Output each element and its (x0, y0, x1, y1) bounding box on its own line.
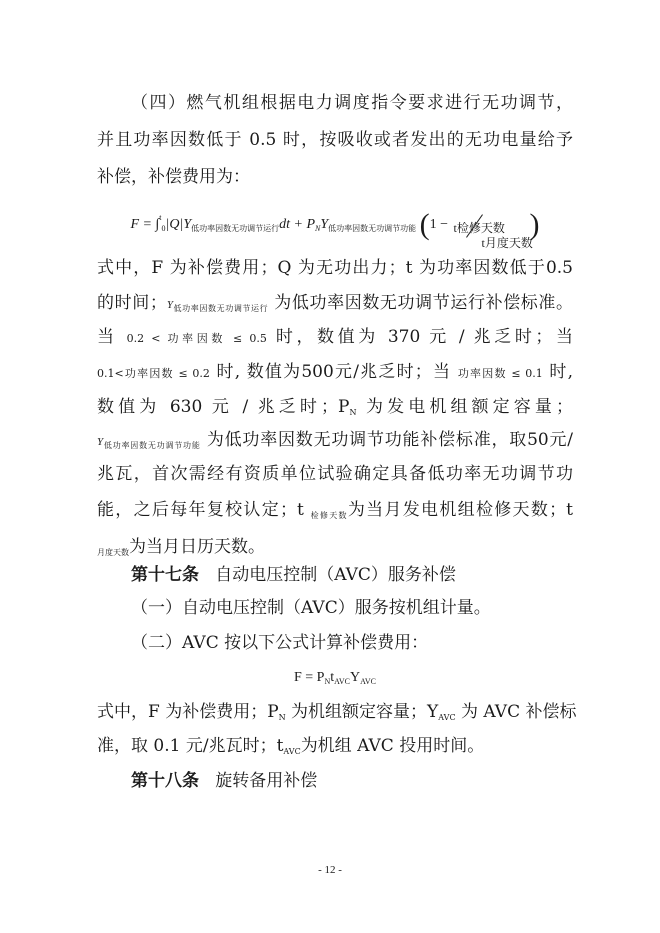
formula-lhs: F = ∫ (130, 217, 160, 232)
fraction (452, 210, 533, 250)
explain-line6 (97, 428, 573, 458)
article-number: 第十七条 (131, 565, 199, 585)
article18-heading (131, 769, 573, 793)
para4-line1: （四）燃气机组根据电力调度指令要求进行无功调节， (131, 93, 573, 113)
explain-line2 (97, 291, 573, 321)
y-sub: 低功率因数无功调节功能 (103, 441, 201, 450)
condition2: 功率因数 ≤ 0.1 (457, 367, 543, 380)
avc-sub: AVC (360, 677, 376, 686)
t1: 为低功率因数无功调节功能补偿标准，取50元/ (206, 430, 574, 450)
int-lower: 0 (161, 224, 166, 233)
t2: 时, (549, 362, 574, 382)
t1: 当 (97, 327, 118, 347)
t1: 准，取 0.1 元/兆瓦时；t (97, 736, 284, 756)
para4-line3: 补偿，补偿费用为： (97, 167, 250, 187)
condition: 0.2 < 功率因数 ≤ 0.5 (126, 332, 267, 345)
article-number: 第十八条 (131, 771, 199, 791)
t1: 式中，F 为补偿费用；P (97, 702, 279, 722)
article-title: 旋转备用补偿 (215, 771, 318, 791)
explain-line1: 式中，F 为补偿费用；Q 为无功出力；t 为功率因数低于0.5 (97, 258, 573, 278)
page-number: - 12 - (318, 864, 342, 876)
int-upper: t (159, 213, 162, 222)
explain-line4 (97, 360, 573, 386)
t2: 为低功率因数无功调节运行补偿标准。 (274, 293, 574, 313)
t2: 时，数值为 370 元 / 兆乏时；当 (275, 327, 574, 347)
t1: 数值为 630 元 / 兆乏时；P (97, 397, 350, 417)
explain2-line2 (97, 734, 573, 764)
formula-y: Y (320, 217, 329, 232)
t1: 时, 数值为500元/兆乏时；当 (216, 362, 452, 382)
t2: 为发电机组额定容量； (366, 397, 574, 417)
y-symbol: Y (166, 299, 173, 311)
t-month: t月度天数 (481, 235, 533, 250)
one-minus: 1 − (429, 217, 452, 232)
formula-q: |Q|Y (165, 217, 192, 232)
explain-line9 (97, 535, 573, 565)
y-sub: 低功率因数无功调节运行 (172, 304, 269, 313)
t2: 为当月发电机组检修天数；t (347, 500, 573, 520)
formula-dt: dt + P (279, 217, 315, 232)
sub: 检修天数 (310, 511, 348, 520)
explain-line3 (97, 325, 573, 351)
t1: 能，之后每年复校认定；t (97, 500, 311, 520)
t1: 为当月日历天数。 (129, 537, 265, 557)
explain-line5 (97, 395, 573, 425)
t2: 为机组额定容量；Y (291, 702, 439, 722)
explain2-line1 (97, 700, 577, 730)
right-paren: ) (529, 207, 540, 241)
n-sub: N (324, 677, 331, 686)
article17-item2: （二）AVC 按以下公式计算补偿费用： (131, 633, 429, 653)
sub: 月度天数 (97, 548, 129, 557)
avc-sub: AVC (334, 677, 350, 686)
t3: 为 AVC 补偿标 (460, 702, 577, 722)
avc-formula (97, 666, 573, 694)
left-paren: ( (419, 207, 430, 241)
t1: 的时间； (97, 293, 167, 313)
t-repair: t检修天数 (453, 220, 505, 235)
compensation-formula (97, 200, 573, 250)
formula-sub-run: 低功率因数无功调节运行 (191, 224, 280, 233)
condition: 0.1<功率因数 ≤ 0.2 (97, 367, 210, 380)
t: t (330, 670, 335, 685)
explain-line8 (97, 498, 573, 528)
explain-line7: 兆瓦，首次需经有资质单位试验确定具备低功率无功调节功 (97, 464, 573, 484)
formula-sub-func: 低功率因数无功调节功能 (328, 224, 417, 233)
y: Y (350, 670, 361, 685)
para4-line2: 并且功率因数低于 0.5 时，按吸收或者发出的无功电量给予 (97, 130, 573, 150)
f-p: F = P (294, 670, 325, 685)
article17-heading (131, 563, 573, 587)
y-symbol: Y (97, 436, 104, 448)
avc-sub: AVC (438, 713, 456, 722)
article17-item1: （一）自动电压控制（AVC）服务按机组计量。 (131, 598, 491, 618)
n-sub: N (349, 408, 357, 417)
t2: 为机组 AVC 投用时间。 (300, 736, 485, 756)
formula-n: N (315, 224, 321, 233)
n-sub: N (278, 713, 286, 722)
avc-sub: AVC (283, 747, 301, 756)
article-title: 自动电压控制（AVC）服务补偿 (215, 565, 456, 585)
